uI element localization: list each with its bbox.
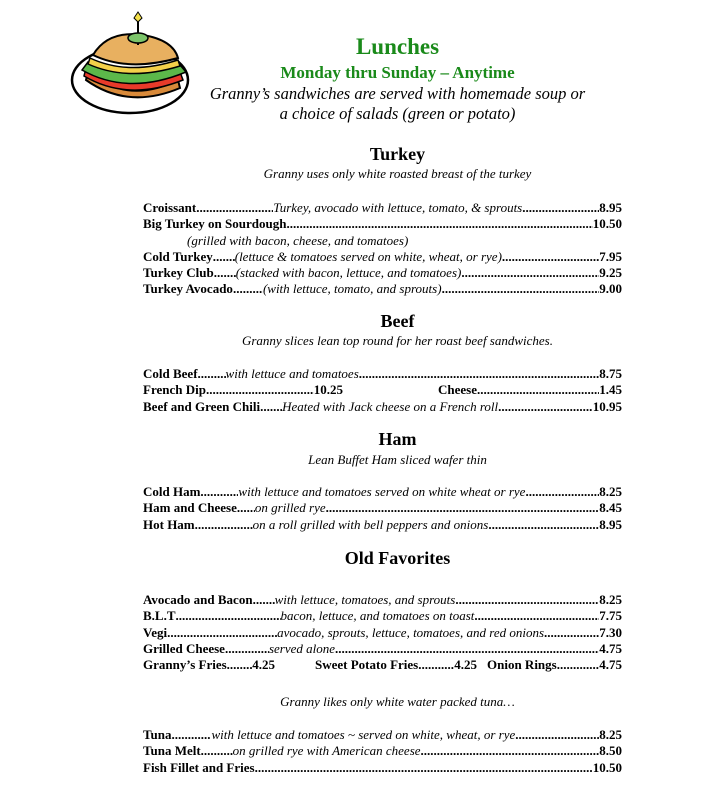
menu-item (143, 366, 622, 382)
dot-leader (253, 592, 275, 608)
menu-item (143, 727, 622, 743)
item-name: Cheese (438, 382, 477, 398)
item-name: Grilled Cheese (143, 640, 225, 656)
item-name: Fish Fillet and Fries (143, 759, 255, 775)
item-desc: on a roll grilled with bell peppers and onions (252, 516, 489, 532)
item-desc: Turkey, avocado with lettuce, tomato, & sprouts (273, 200, 523, 215)
item-name: Turkey Avocado (143, 281, 233, 297)
item-name: Turkey Club (143, 265, 214, 281)
beef-items (143, 366, 622, 415)
item-extra: (grilled with bacon, cheese, and tomatoes) (187, 232, 409, 248)
dot-leader (200, 484, 238, 500)
page-subtitle: Monday thru Sunday – Anytime (280, 63, 515, 82)
menu-item (143, 517, 622, 533)
item-name: Ham and Cheese (143, 500, 237, 516)
dot-leader (233, 281, 263, 297)
menu-item (143, 657, 622, 673)
dot-leader (359, 366, 599, 382)
favorites-items (143, 592, 622, 673)
dot-leader (461, 265, 599, 281)
item-price: 9.00 (599, 281, 622, 297)
item-name: Cold Turkey (143, 248, 213, 264)
dot-leader (335, 641, 599, 657)
item-name: B.L.T (143, 608, 176, 624)
dot-leader (418, 657, 454, 673)
item-price: 10.25 (313, 382, 343, 398)
item-price: 4.25 (454, 657, 477, 673)
ham-items (143, 484, 622, 533)
intro-line: a choice of salads (green or potato) (279, 104, 516, 123)
item-name: Beef and Green Chili (143, 398, 261, 414)
dot-leader (525, 484, 599, 500)
item-name: Avocado and Bacon (143, 592, 253, 607)
item-price: 4.75 (599, 640, 622, 656)
item-price: 9.25 (599, 265, 622, 281)
dot-leader (544, 625, 599, 641)
menu-item (143, 500, 622, 516)
section-heading-ham: Ham (378, 429, 417, 449)
dot-leader (488, 517, 599, 533)
item-price: 8.95 (599, 516, 622, 532)
menu-item (143, 216, 622, 232)
tuna-items (143, 727, 622, 776)
item-price: 7.30 (599, 624, 622, 640)
dot-leader (260, 399, 282, 415)
item-name: Big Turkey on Sourdough (143, 216, 287, 232)
section-note: Granny slices lean top round for her roast beef sandwiches. (241, 333, 553, 348)
dot-leader (213, 249, 235, 265)
dot-leader (237, 500, 255, 516)
dot-leader (206, 382, 314, 398)
dot-leader (255, 760, 593, 776)
dot-leader (421, 743, 600, 759)
item-desc: (lettuce & tomatoes served on white, wheat, or rye) (234, 248, 502, 264)
item-name: Hot Ham (143, 516, 195, 532)
item-price: 10.50 (592, 216, 622, 232)
dot-leader (225, 641, 269, 657)
menu-item (143, 200, 622, 216)
menu-item (143, 265, 622, 281)
dot-leader (167, 625, 277, 641)
dot-leader (198, 366, 226, 382)
item-name: French Dip (143, 382, 206, 398)
dot-leader (474, 608, 599, 624)
section-heading-turkey: Turkey (369, 144, 426, 164)
item-price: 10.50 (592, 759, 622, 775)
dot-leader (176, 608, 281, 624)
dot-leader (498, 399, 593, 415)
item-name: Croissant (143, 200, 197, 215)
dot-leader (455, 592, 599, 608)
item-name: Cold Beef (143, 366, 198, 381)
dot-leader (442, 281, 600, 297)
menu-item (143, 399, 622, 415)
section-note: Granny uses only white roasted breast of the turkey (263, 166, 532, 181)
dot-leader (502, 249, 599, 265)
item-price: 1.45 (599, 382, 622, 398)
item-desc: bacon, lettuce, and tomatoes on toast (280, 608, 475, 624)
menu-item (143, 249, 622, 265)
section-heading-old-favorites: Old Favorites (344, 548, 451, 568)
item-price: 8.50 (599, 743, 622, 759)
item-name: Onion Rings (487, 657, 557, 673)
dot-leader (171, 727, 211, 743)
item-name: Sweet Potato Fries (315, 657, 419, 673)
item-price: 8.75 (599, 366, 622, 381)
dot-leader (286, 216, 592, 232)
menu-item (143, 743, 622, 759)
item-desc: served alone (268, 640, 336, 656)
section-note: Lean Buffet Ham sliced wafer thin (308, 452, 487, 467)
item-price: 8.95 (599, 200, 622, 215)
intro-line: Granny’s sandwiches are served with homemade soup or (209, 84, 586, 103)
dot-leader (214, 265, 236, 281)
item-desc: with lettuce and tomatoes (225, 366, 359, 381)
tuna-note: Granny likes only white water packed tuna… (280, 694, 515, 709)
item-desc: with lettuce and tomatoes ~ served on white, wheat, or rye (211, 727, 516, 742)
item-desc: (stacked with bacon, lettuce, and tomatoes) (235, 265, 462, 281)
item-name: Vegi (143, 624, 168, 640)
menu-item (143, 592, 622, 608)
menu-item (143, 641, 622, 657)
item-price: 8.45 (599, 500, 622, 516)
dot-leader (326, 500, 600, 516)
turkey-items (143, 200, 622, 298)
dot-leader (227, 657, 253, 673)
item-desc: on grilled rye (254, 500, 326, 516)
item-name: Tuna Melt (143, 743, 201, 759)
dot-leader (515, 727, 599, 743)
dot-leader (557, 657, 600, 673)
menu-item (143, 281, 622, 297)
item-price: 8.25 (599, 727, 622, 742)
item-name: Granny’s Fries (143, 657, 227, 673)
item-price: 7.75 (599, 608, 622, 624)
dot-leader (522, 200, 599, 216)
section-heading-beef: Beef (380, 311, 415, 331)
dot-leader (195, 517, 253, 533)
menu-item (143, 625, 622, 641)
item-desc: with lettuce, tomatoes, and sprouts (274, 592, 456, 607)
item-desc: Heated with Jack cheese on a French roll (282, 398, 499, 414)
menu-item (143, 760, 622, 776)
page-title: Lunches (355, 34, 440, 59)
item-price: 4.25 (252, 657, 275, 673)
dot-leader (477, 382, 599, 398)
item-name: Cold Ham (143, 484, 201, 499)
menu-item (143, 608, 622, 624)
dot-leader (196, 200, 273, 216)
dot-leader (201, 743, 233, 759)
menu-item (143, 382, 622, 398)
item-name: Tuna (143, 727, 172, 742)
item-price: 10.95 (592, 398, 622, 414)
item-price: 8.25 (599, 592, 622, 607)
item-desc: on grilled rye with American cheese (232, 743, 421, 759)
item-desc: avocado, sprouts, lettuce, tomatoes, and red onions (277, 624, 545, 640)
item-price: 8.25 (599, 484, 622, 499)
item-price: 4.75 (599, 657, 622, 673)
menu-item (143, 484, 622, 500)
item-desc: with lettuce and tomatoes served on white wheat or rye (238, 484, 526, 499)
item-price: 7.95 (599, 248, 622, 264)
item-desc: (with lettuce, tomato, and sprouts) (262, 281, 442, 297)
